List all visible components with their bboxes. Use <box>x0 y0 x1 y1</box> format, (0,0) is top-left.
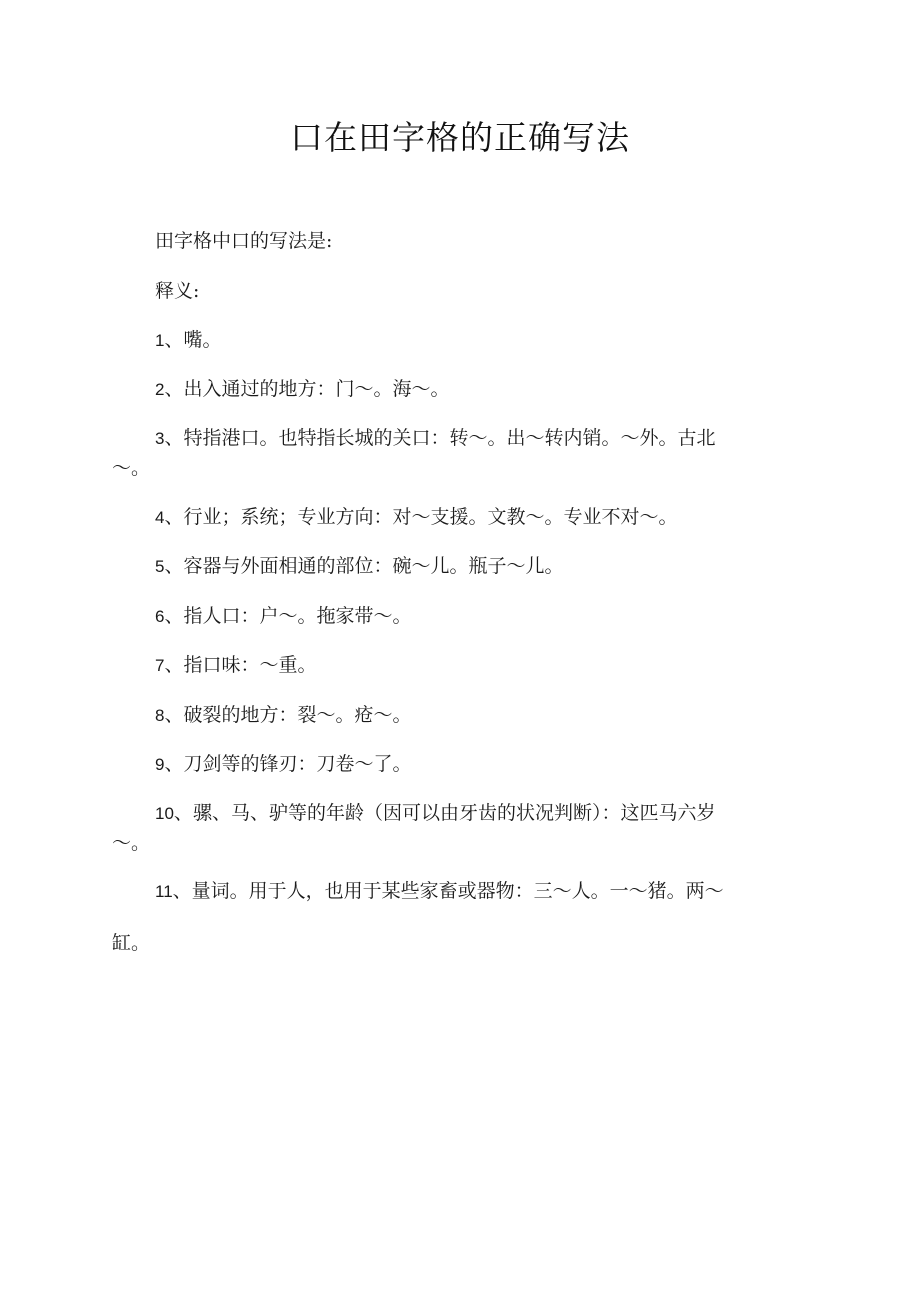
item-text: 出入通过的地方：门～。海～。 <box>183 378 450 400</box>
item-text: 特指港口。也特指长城的关口：转～。出～转内销。～外。古北 <box>183 427 716 449</box>
item-continuation: ～。 <box>112 832 151 854</box>
item-text: 行业；系统；专业方向：对～支援。文教～。专业不对～。 <box>183 506 678 528</box>
item-separator: 、 <box>164 555 184 577</box>
definition-item-9 <box>155 749 815 780</box>
definition-item-11 <box>112 876 815 954</box>
item-separator: 、 <box>164 605 184 627</box>
definition-item-5 <box>155 551 815 582</box>
item-number: 4 <box>155 508 165 527</box>
item-text: 破裂的地方：裂～。疮～。 <box>183 704 412 726</box>
item-text: 指口味：～重。 <box>183 654 317 676</box>
page-title: 口在田字格的正确写法 <box>290 118 630 157</box>
definition-item-6 <box>155 601 815 632</box>
item-number: 8 <box>155 706 165 725</box>
item-separator: 、 <box>172 880 192 902</box>
item-separator: 、 <box>164 329 184 351</box>
item-number: 3 <box>155 429 165 448</box>
item-number: 11 <box>155 882 173 901</box>
item-separator: 、 <box>164 378 184 400</box>
item-number: 5 <box>155 557 165 576</box>
definition-item-8 <box>155 700 815 731</box>
item-text: 嘴。 <box>183 329 222 351</box>
item-text: 量词。用于人，也用于某些家畜或器物：三～人。一～猪。两～ <box>191 880 724 902</box>
item-text: 容器与外面相通的部位：碗～儿。瓶子～儿。 <box>183 555 564 577</box>
item-separator: 、 <box>164 654 184 676</box>
item-number: 2 <box>155 380 165 399</box>
definition-item-1 <box>155 325 815 356</box>
definition-item-4 <box>155 502 815 533</box>
intro-line: 田字格中口的写法是: <box>155 230 333 252</box>
item-separator: 、 <box>164 427 184 449</box>
item-continuation: 缸。 <box>112 932 151 954</box>
definition-label: 释义: <box>155 280 200 302</box>
item-separator: 、 <box>164 753 184 775</box>
definition-item-3 <box>112 423 815 479</box>
item-number: 1 <box>155 331 165 350</box>
item-separator: 、 <box>173 802 193 824</box>
item-text: 指人口：户～。拖家带～。 <box>183 605 412 627</box>
item-separator: 、 <box>164 704 184 726</box>
item-continuation: ～。 <box>112 457 151 479</box>
item-number: 6 <box>155 607 165 626</box>
definition-item-7 <box>155 650 815 681</box>
definition-item-10 <box>112 798 815 854</box>
item-separator: 、 <box>164 506 184 528</box>
item-number: 9 <box>155 755 165 774</box>
item-text: 骡、马、驴等的年龄（因可以由牙齿的状况判断）：这匹马六岁 <box>192 802 716 824</box>
item-text: 刀剑等的锋刃：刀卷～了。 <box>183 753 412 775</box>
item-number: 7 <box>155 656 165 675</box>
item-number: 10 <box>155 804 174 823</box>
definition-item-2 <box>155 374 815 405</box>
